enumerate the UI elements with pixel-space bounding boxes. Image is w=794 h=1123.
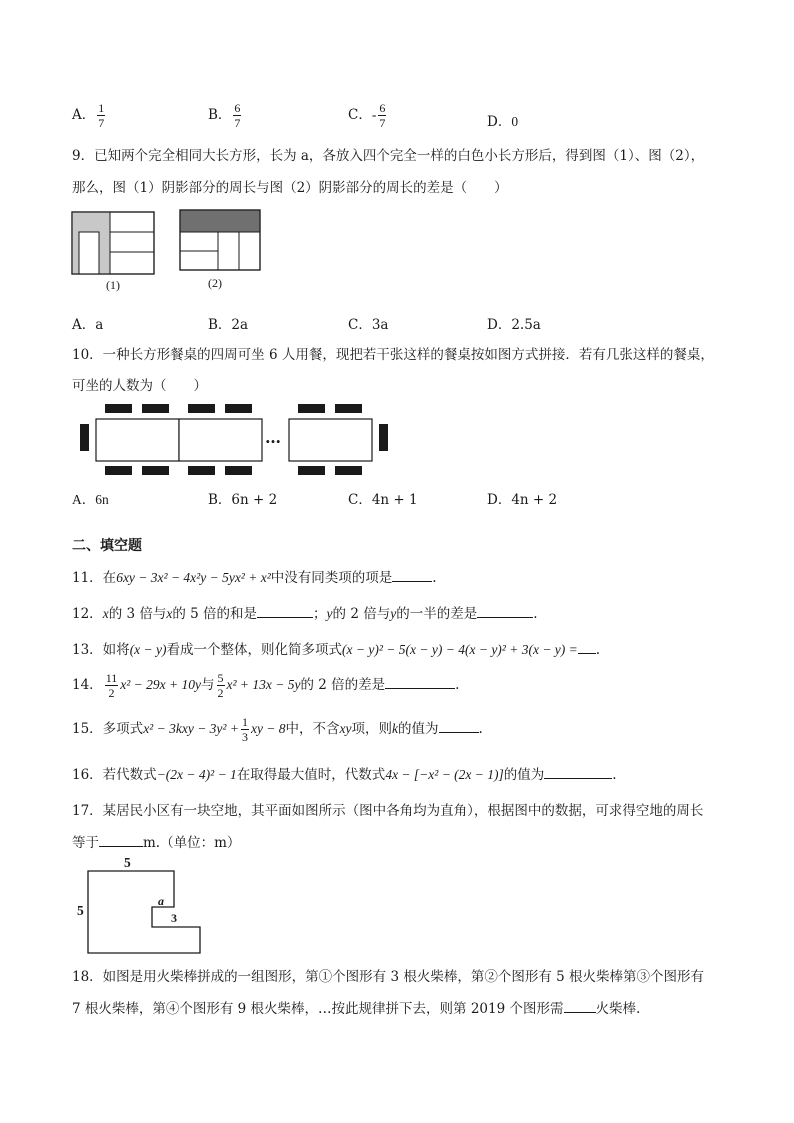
q9-figure-1-label: (1) — [106, 278, 120, 292]
q9-line2: 那么，图（1）阴影部分的周长与图（2）阴影部分的周长的差是（ ） — [72, 180, 508, 196]
q9-option-d: D．2.5a — [487, 317, 541, 333]
q9-option-a: A．a — [72, 317, 104, 333]
q17-label-left: 5 — [77, 903, 84, 918]
q13: 13．如将(x − y)看成一个整体，则化简多项式(x − y)² − 5(x − y) − 4(x − y)² + 3(x − y) = . — [72, 642, 601, 658]
q17-label-top: 5 — [124, 855, 131, 870]
q10-line1: 10．一种长方形餐桌的四周可坐 6 人用餐，现把若干张这样的餐桌按如图方式拼接．若有几张这样的餐桌， — [72, 347, 714, 363]
q9-option-b: B．2a — [208, 317, 249, 333]
q15: 15．多项式x² − 3kxy − 3y² + $\frac{1}{3}$ xy − 8中，不含xy项，则k的值为 . — [72, 715, 483, 744]
fraction: $\frac{1}{7}$ — [98, 101, 105, 130]
fraction: $\frac{11}{2}$ — [105, 671, 118, 700]
q10-ellipsis: … — [265, 428, 281, 447]
q8-option-b: B． $\frac{6}{7}$ — [208, 101, 241, 130]
q17-figure — [74, 855, 208, 957]
q17-line1: 17．某居民小区有一块空地，其平面如图所示（图中各角均为直角），根据图中的数据，可求得空地的周长 — [72, 803, 704, 819]
q18-line2: 7 根火柴棒，第④个图形有 9 根火柴棒，…按此规律拼下去，则第 2019 个图形需 火柴棒. — [72, 1001, 641, 1017]
q16: 16．若代数式−(2x − 4)² − 1在取得最大值时，代数式4x − [−x² − (2x − 1)]的值为 . — [72, 767, 617, 783]
q9-figure-2-label: (2) — [208, 276, 222, 290]
q8-option-d: D．0 — [487, 114, 519, 130]
q8-option-c: C．- $\frac{6}{7}$ — [348, 101, 386, 130]
q17-label-3: 3 — [171, 911, 177, 925]
section-title: 二、填空题 — [72, 538, 142, 554]
q17-line2: 等于 m.（单位：m） — [72, 835, 241, 851]
q12: 12．x的 3 倍与x的 5 倍的和是 ；y的 2 倍与y的一半的差是 . — [72, 606, 538, 622]
q14: 14． $\frac{11}{2}$ x² − 29x + 10y与 $\frac{5}{2}$ x² + 13x − 5y的 2 倍的差是 . — [72, 671, 460, 700]
fraction: $\frac{1}{3}$ — [241, 715, 248, 744]
q10-table-figure — [78, 402, 394, 480]
q10-option-d: D．4n + 2 — [487, 492, 558, 508]
fraction: $\frac{6}{7}$ — [379, 101, 386, 130]
q10-option-c: C．4n + 1 — [348, 492, 418, 508]
q18-line1: 18．如图是用火柴棒拼成的一组图形，第①个图形有 3 根火柴棒，第②个图形有 5 根火柴棒第③个图形有 — [72, 969, 705, 985]
q10-line2: 可坐的人数为（ ） — [72, 378, 207, 394]
fraction: $\frac{5}{2}$ — [217, 671, 224, 700]
fraction: $\frac{6}{7}$ — [234, 101, 241, 130]
q17-label-a: a — [158, 894, 164, 908]
q10-option-b: B．6n + 2 — [208, 492, 278, 508]
q9-option-c: C．3a — [348, 317, 389, 333]
q9-figure-2 — [178, 208, 262, 272]
q10-option-a: A．6n — [72, 492, 109, 507]
q9-line1: 9．已知两个完全相同大长方形，长为 a，各放入四个完全一样的白色小长方形后，得到图（1）、图（2）， — [72, 148, 705, 164]
q11: 11．在6xy − 3x² − 4x²y − 5yx² + x²中没有同类项的项是 . — [72, 570, 437, 586]
q8-option-a: A． $\frac{1}{7}$ — [72, 101, 105, 130]
